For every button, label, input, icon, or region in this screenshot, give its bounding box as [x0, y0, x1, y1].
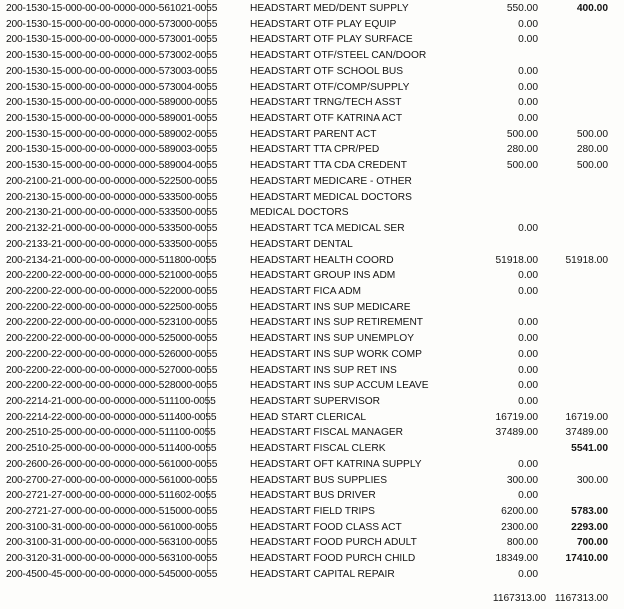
account-code: 200-2132-21-000-00-00-0000-000-533500-0055 — [6, 223, 218, 235]
line-description: HEADSTART INS SUP RETIREMENT — [250, 317, 424, 329]
amount-column-1: 0.00 — [518, 113, 538, 125]
amount-column-2: 16719.00 — [565, 411, 608, 423]
amount-column-1: 0.00 — [518, 364, 538, 376]
account-code: 200-2721-27-000-00-00-0000-000-515000-0055 — [6, 506, 218, 518]
ledger-row — [0, 81, 624, 95]
account-code: 200-3100-31-000-00-00-0000-000-561000-0055 — [6, 521, 218, 533]
line-description: HEADSTART SUPERVISOR — [250, 396, 381, 407]
amount-column-1: 0.00 — [518, 65, 538, 77]
line-description: HEADSTART TTA CDA CREDENT — [250, 160, 407, 172]
account-code: 200-1530-15-000-00-00-0000-000-573003-0055 — [6, 65, 218, 77]
amount-column-1: 300.00 — [506, 474, 538, 486]
amount-column-1: 0.00 — [518, 458, 538, 470]
amount-column-1: 0.00 — [518, 97, 538, 109]
line-description: HEADSTART FICA ADM — [250, 285, 361, 297]
amount-column-1: 500.00 — [506, 160, 538, 172]
account-code: 200-2130-15-000-00-00-0000-000-533500-0055 — [6, 191, 218, 203]
amount-column-2: 700.00 — [576, 537, 608, 549]
amount-column-2: 37489.00 — [565, 427, 608, 439]
line-description: HEADSTART TTA CPR/PED — [250, 144, 380, 156]
ledger-row — [0, 442, 624, 456]
account-code: 200-1530-15-000-00-00-0000-000-589004-0055 — [6, 160, 218, 172]
amount-column-1: 280.00 — [506, 144, 538, 156]
account-code: 200-2100-21-000-00-00-0000-000-522500-0055 — [6, 175, 218, 187]
ledger-row — [0, 238, 624, 252]
amount-column-1: 0.00 — [518, 333, 538, 345]
line-description: HEADSTART FISCAL MANAGER — [250, 427, 404, 439]
amount-column-1: 500.00 — [506, 128, 538, 140]
ledger-row — [0, 332, 624, 346]
amount-column-1: 37489.00 — [495, 427, 538, 439]
ledger-row — [0, 301, 624, 315]
account-code: 200-2200-22-000-00-00-0000-000-522000-0055 — [6, 285, 218, 297]
account-code: 200-3100-31-000-00-00-0000-000-563100-0055 — [6, 537, 218, 549]
account-code: 200-2721-27-000-00-00-0000-000-511602-0055 — [6, 490, 217, 502]
ledger-row — [0, 191, 624, 205]
account-code: 200-1530-15-000-00-00-0000-000-589003-0055 — [6, 144, 218, 156]
ledger-row — [0, 521, 624, 535]
line-description: HEADSTART FISCAL CLERK — [250, 443, 386, 455]
line-description: HEADSTART INS SUP WORK COMP — [250, 348, 422, 360]
account-code: 200-1530-15-000-00-00-0000-000-589002-0055 — [6, 128, 218, 140]
amount-column-2: 500.00 — [576, 160, 608, 172]
line-description: HEADSTART OTF/STEEL CAN/DOOR — [250, 50, 427, 62]
ledger-row — [0, 474, 624, 488]
ledger-row — [0, 568, 624, 582]
amount-column-2: 500.00 — [576, 128, 608, 140]
line-description: HEADSTART FOOD CLASS ACT — [250, 521, 402, 533]
line-description: HEADSTART TRNG/TECH ASST — [250, 97, 402, 109]
account-code: 200-2200-22-000-00-00-0000-000-522500-0055 — [6, 301, 218, 313]
ledger-row — [0, 112, 624, 126]
line-description: HEADSTART OTF/COMP/SUPPLY — [250, 81, 410, 93]
account-code: 200-3120-31-000-00-00-0000-000-563100-0055 — [6, 553, 218, 565]
line-description: HEADSTART FIELD TRIPS — [250, 506, 375, 518]
amount-column-1: 0.00 — [518, 380, 538, 392]
total-column-1: 1167313.00 — [492, 593, 546, 604]
account-code: 200-2200-22-000-00-00-0000-000-523100-0055 — [6, 317, 218, 329]
amount-column-1: 18349.00 — [495, 553, 538, 565]
amount-column-1: 0.00 — [518, 490, 538, 502]
amount-column-1: 0.00 — [518, 285, 538, 297]
account-code: 200-2510-25-000-00-00-0000-000-511400-0055 — [6, 443, 217, 455]
amount-column-2: 51918.00 — [565, 254, 608, 266]
amount-column-1: 51918.00 — [495, 254, 538, 266]
ledger-row — [0, 364, 624, 378]
ledger-row — [0, 411, 624, 425]
amount-column-1: 0.00 — [518, 34, 538, 46]
ledger-row — [0, 536, 624, 550]
ledger-row — [0, 206, 624, 220]
amount-column-1: 0.00 — [518, 81, 538, 93]
ledger-row — [0, 316, 624, 330]
ledger-row — [0, 552, 624, 566]
line-description: HEADSTART DENTAL — [250, 238, 353, 250]
ledger-row — [0, 505, 624, 519]
amount-column-1: 2300.00 — [501, 521, 538, 533]
line-description: HEADSTART MED/DENT SUPPLY — [250, 3, 409, 14]
line-description: HEAD START CLERICAL — [250, 411, 367, 423]
line-description: HEADSTART OTF SCHOOL BUS — [250, 65, 404, 77]
line-description: HEADSTART OTF PLAY EQUIP — [250, 18, 397, 30]
line-description: HEADSTART MEDICARE - OTHER — [250, 175, 412, 187]
ledger-row — [0, 269, 624, 283]
ledger-row — [0, 2, 624, 16]
account-code: 200-2130-21-000-00-00-0000-000-533500-0055 — [6, 207, 218, 219]
ledger-row — [0, 49, 624, 63]
amount-column-1: 550.00 — [506, 3, 538, 14]
ledger-row — [0, 18, 624, 32]
line-description: HEADSTART INS SUP RET INS — [250, 364, 397, 376]
ledger-row — [0, 348, 624, 362]
line-description: HEADSTART OTF KATRINA ACT — [250, 113, 403, 125]
ledger-row — [0, 143, 624, 157]
account-code: 200-2214-22-000-00-00-0000-000-511400-0055 — [6, 411, 217, 423]
account-code: 200-2200-22-000-00-00-0000-000-527000-0055 — [6, 364, 218, 376]
account-code: 200-1530-15-000-00-00-0000-000-589001-0055 — [6, 113, 218, 125]
ledger-row — [0, 65, 624, 79]
ledger-row — [0, 489, 624, 503]
line-description: HEADSTART FOOD PURCH CHILD — [250, 553, 416, 565]
amount-column-2: 5541.00 — [571, 443, 608, 455]
amount-column-1: 0.00 — [518, 568, 538, 580]
ledger-row — [0, 426, 624, 440]
ledger-row — [0, 458, 624, 472]
account-code: 200-1530-15-000-00-00-0000-000-573004-0055 — [6, 81, 218, 93]
account-code: 200-2600-26-000-00-00-0000-000-561000-0055 — [6, 458, 218, 470]
account-code: 200-2133-21-000-00-00-0000-000-533500-0055 — [6, 238, 218, 250]
total-column-2: 1167313.00 — [554, 593, 608, 604]
account-code: 200-1530-15-000-00-00-0000-000-589000-0055 — [6, 97, 218, 109]
line-description: HEADSTART PARENT ACT — [250, 128, 377, 140]
account-code: 200-2200-22-000-00-00-0000-000-521000-0055 — [6, 270, 218, 282]
amount-column-1: 6200.00 — [501, 506, 538, 518]
amount-column-1: 0.00 — [518, 317, 538, 329]
ledger-row — [0, 285, 624, 299]
line-description: MEDICAL DOCTORS — [250, 207, 349, 219]
ledger-row — [0, 395, 624, 409]
account-code: 200-2134-21-000-00-00-0000-000-511800-0055 — [6, 254, 217, 266]
account-code: 200-1530-15-000-00-00-0000-000-573001-0055 — [6, 34, 218, 46]
account-code: 200-2214-21-000-00-00-0000-000-511100-0055 — [6, 396, 216, 407]
account-code: 200-1530-15-000-00-00-0000-000-573002-0055 — [6, 50, 218, 62]
amount-column-1: 0.00 — [518, 223, 538, 235]
line-description: HEADSTART BUS DRIVER — [250, 490, 376, 502]
amount-column-2: 300.00 — [576, 474, 608, 486]
amount-column-1: 800.00 — [506, 537, 538, 549]
line-description: HEADSTART OTF PLAY SURFACE — [250, 34, 413, 46]
ledger-row — [0, 96, 624, 110]
account-code: 200-1530-15-000-00-00-0000-000-573000-0055 — [6, 18, 218, 30]
line-description: HEADSTART TCA MEDICAL SER — [250, 223, 405, 235]
line-description: HEADSTART MEDICAL DOCTORS — [250, 191, 412, 203]
amount-column-1: 0.00 — [518, 396, 538, 407]
ledger-row — [0, 379, 624, 393]
line-description: HEADSTART HEALTH COORD — [250, 254, 394, 266]
line-description: HEADSTART CAPITAL REPAIR — [250, 568, 395, 580]
amount-column-1: 16719.00 — [495, 411, 538, 423]
amount-column-1: 0.00 — [518, 270, 538, 282]
amount-column-2: 5783.00 — [571, 506, 608, 518]
account-code: 200-4500-45-000-00-00-0000-000-545000-0055 — [6, 568, 218, 580]
account-code: 200-2200-22-000-00-00-0000-000-526000-0055 — [6, 348, 218, 360]
ledger-row — [0, 254, 624, 268]
ledger-row — [0, 33, 624, 47]
amount-column-2: 17410.00 — [565, 553, 608, 565]
ledger-row — [0, 222, 624, 236]
account-code: 200-2510-25-000-00-00-0000-000-511100-0055 — [6, 427, 216, 439]
ledger-row — [0, 175, 624, 189]
line-description: HEADSTART INS SUP UNEMPLOY — [250, 333, 414, 345]
line-description: HEADSTART GROUP INS ADM — [250, 270, 396, 282]
account-code: 200-1530-15-000-00-00-0000-000-561021-0055 — [6, 3, 218, 14]
line-description: HEADSTART FOOD PURCH ADULT — [250, 537, 417, 549]
account-code: 200-2700-27-000-00-00-0000-000-561000-0055 — [6, 474, 218, 486]
line-description: HEADSTART INS SUP ACCUM LEAVE — [250, 380, 429, 392]
ledger-row — [0, 128, 624, 142]
amount-column-2: 400.00 — [576, 3, 608, 14]
account-code: 200-2200-22-000-00-00-0000-000-525000-0055 — [6, 333, 218, 345]
line-description: HEADSTART OFT KATRINA SUPPLY — [250, 458, 422, 470]
amount-column-2: 2293.00 — [571, 521, 608, 533]
amount-column-2: 280.00 — [576, 144, 608, 156]
ledger-row — [0, 159, 624, 173]
line-description: HEADSTART BUS SUPPLIES — [250, 474, 388, 486]
line-description: HEADSTART INS SUP MEDICARE — [250, 301, 411, 313]
amount-column-1: 0.00 — [518, 348, 538, 360]
account-code: 200-2200-22-000-00-00-0000-000-528000-0055 — [6, 380, 218, 392]
amount-column-1: 0.00 — [518, 18, 538, 30]
